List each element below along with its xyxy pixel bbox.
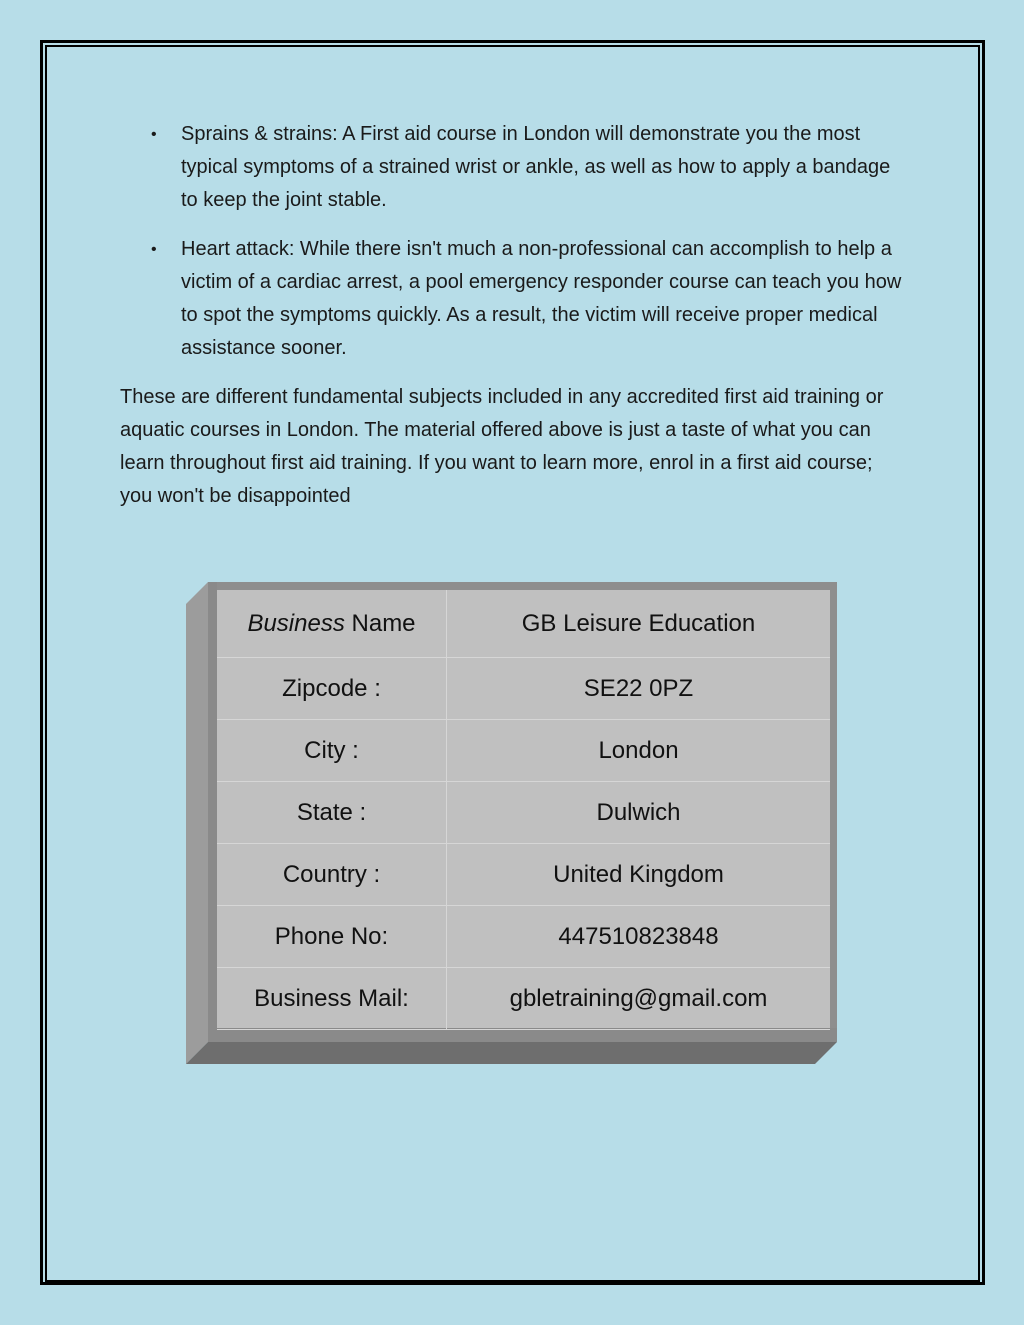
table-row [217,720,830,782]
city-label: City : [217,720,447,782]
bevel-right [830,582,837,1042]
business-name-label [217,590,447,658]
bevel-inner-bottom [208,1028,837,1042]
business-name-label-rest: Name [344,609,416,637]
bullet-text: Heart attack: While there isn't much a non-professional can accomplish to help a victim of a cardiac arrest, a pool emergency responder course can teach you how to spot the symptoms quickly. As a result, the victim will receive proper medical assistance sooner. [181,238,902,359]
zipcode-value: SE22 0PZ [447,658,831,720]
table-row [217,590,830,658]
bevel-inner-left [208,582,217,1042]
state-value: Dulwich [447,782,831,844]
state-label: State : [217,782,447,844]
table-row [217,968,830,1030]
business-mail-label: Business Mail: [217,968,447,1030]
bullet-item-heart-attack [120,233,910,365]
document-body [120,118,910,513]
bullet-text: Sprains & strains: A First aid course in London will demonstrate you the most typical symptoms of a strained wrist or ankle, as well as how to apply a bandage to keep the joint stable. [181,123,891,211]
country-value: United Kingdom [447,844,831,906]
business-mail-value: gbletraining@gmail.com [447,968,831,1030]
table-row [217,782,830,844]
phone-value: 447510823848 [447,906,831,968]
bullet-icon: • [151,126,157,143]
bullet-item-sprains [120,118,910,217]
summary-paragraph: These are different fundamental subjects included in any accredited first aid training or aquatic courses in London. The material offered above is just a taste of what you can learn throughout first aid training. If you want to learn more, enrol in a first aid course; you won't be disappointed [120,386,884,507]
country-label: Country : [217,844,447,906]
bullet-list [120,118,910,365]
phone-label: Phone No: [217,906,447,968]
business-name-value: GB Leisure Education [447,590,831,658]
bevel-bottom [186,1042,837,1064]
bullet-icon: • [151,241,157,258]
table-row [217,658,830,720]
business-info-table [217,590,830,1030]
table-row [217,844,830,906]
city-value: London [447,720,831,782]
bevel-top [208,582,837,590]
business-name-label-italic: Business [247,609,345,637]
zipcode-label: Zipcode : [217,658,447,720]
bevel-left [186,582,208,1064]
table-row [217,906,830,968]
